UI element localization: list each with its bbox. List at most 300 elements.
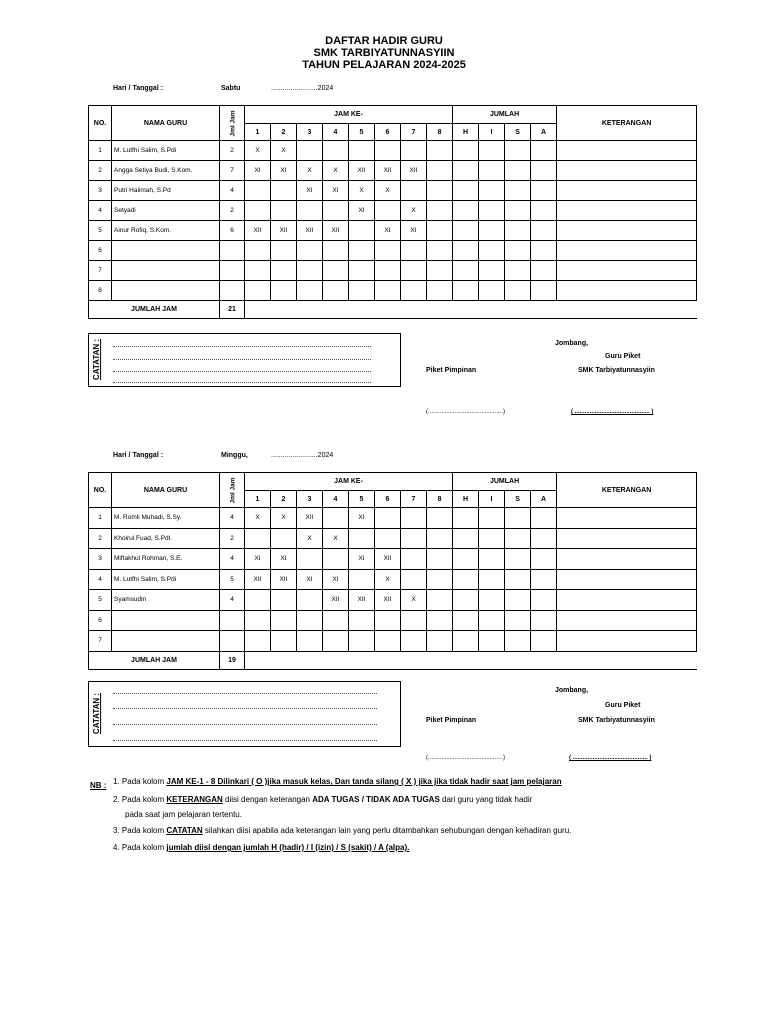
cell-jam-1[interactable]: X: [245, 508, 271, 529]
cell-jam-8[interactable]: [427, 590, 453, 611]
cell-jumlah-1[interactable]: [453, 201, 479, 221]
cell-jam-8[interactable]: [427, 141, 453, 161]
cell-jam-3[interactable]: X: [297, 161, 323, 181]
cell-jam-6[interactable]: XII: [375, 590, 401, 611]
cell-jumlah-2[interactable]: [479, 161, 505, 181]
cell-jam-5[interactable]: XI: [349, 201, 375, 221]
cell-jam-8[interactable]: [427, 221, 453, 241]
cell-jam-3[interactable]: [297, 201, 323, 221]
cell-jumlah-3[interactable]: [505, 261, 531, 281]
cell-jam-8[interactable]: [427, 181, 453, 201]
cell-no: 5: [89, 221, 112, 241]
cell-jam-3[interactable]: [297, 141, 323, 161]
cell-jam-8[interactable]: [427, 610, 453, 631]
col-header-nama: NAMA GURU: [112, 473, 220, 508]
cell-jam-8[interactable]: [427, 201, 453, 221]
col-header-keterangan: KETERANGAN: [557, 106, 697, 141]
cell-jam-2[interactable]: [271, 528, 297, 549]
cell-jumlah-2[interactable]: [479, 569, 505, 590]
cell-jam-4[interactable]: [323, 281, 349, 301]
col-header-jml: [220, 106, 245, 141]
cell-jam-1[interactable]: [245, 241, 271, 261]
note-3-num: 3.: [113, 826, 120, 835]
cell-jam-8[interactable]: [427, 281, 453, 301]
cell-jumlah-1[interactable]: [453, 281, 479, 301]
note-2-cont: pada saat jam pelajaran tertentu.: [125, 810, 242, 819]
cell-jumlah-3[interactable]: [505, 221, 531, 241]
cell-jml-jam[interactable]: 4: [220, 590, 245, 611]
cell-jumlah-3[interactable]: [505, 508, 531, 529]
total-value: 19: [220, 651, 245, 669]
cell-jam-5[interactable]: XI: [349, 549, 375, 570]
sign-school-2: SMK Tarbiyatunnasyiin: [578, 717, 655, 724]
cell-jam-1[interactable]: [245, 181, 271, 201]
cell-jam-5[interactable]: [349, 610, 375, 631]
cell-jam-7[interactable]: [401, 508, 427, 529]
cell-jumlah-4[interactable]: [531, 549, 557, 570]
cell-jam-4[interactable]: XI: [323, 181, 349, 201]
col-header-no: NO.: [89, 106, 112, 141]
cell-jumlah-1[interactable]: [453, 221, 479, 241]
cell-nama-guru[interactable]: [112, 281, 220, 301]
cell-jumlah-4[interactable]: [531, 141, 557, 161]
hari-label-2: Hari / Tanggal :: [113, 452, 164, 459]
cell-jam-3[interactable]: X: [297, 528, 323, 549]
cell-jumlah-4[interactable]: [531, 631, 557, 652]
cell-jam-7[interactable]: [401, 549, 427, 570]
cell-jam-3[interactable]: [297, 549, 323, 570]
cell-jml-jam[interactable]: 4: [220, 549, 245, 570]
table-row: [89, 141, 697, 161]
cell-keterangan[interactable]: [557, 631, 697, 652]
col-header-jam: JAM KE-: [245, 106, 453, 124]
cell-jumlah-2[interactable]: [479, 590, 505, 611]
note-2-num: 2.: [113, 795, 120, 804]
cell-jumlah-4[interactable]: [531, 261, 557, 281]
cell-jumlah-2[interactable]: [479, 281, 505, 301]
cell-jumlah-2[interactable]: [479, 241, 505, 261]
cell-jam-3[interactable]: [297, 281, 323, 301]
cell-nama-guru[interactable]: [112, 261, 220, 281]
cell-nama-guru[interactable]: [112, 631, 220, 652]
cell-nama-guru[interactable]: Angga Setiya Budi, S.Kom.: [112, 161, 220, 181]
cell-jam-1[interactable]: XI: [245, 549, 271, 570]
hari-value-1: Sabtu: [221, 85, 241, 92]
cell-jam-4[interactable]: [323, 549, 349, 570]
cell-jam-1[interactable]: [245, 528, 271, 549]
cell-jam-6[interactable]: [375, 281, 401, 301]
cell-no: 1: [89, 508, 112, 529]
cell-jam-6[interactable]: [375, 141, 401, 161]
cell-jam-7[interactable]: [401, 631, 427, 652]
cell-jam-5[interactable]: [349, 241, 375, 261]
cell-jumlah-3[interactable]: [505, 528, 531, 549]
cell-nama-guru[interactable]: M. Romli Muhadi, S.Sy.: [112, 508, 220, 529]
total-empty-cell: [505, 301, 531, 319]
cell-jumlah-2[interactable]: [479, 261, 505, 281]
cell-jumlah-4[interactable]: [531, 610, 557, 631]
cell-jam-7[interactable]: [401, 241, 427, 261]
cell-jam-8[interactable]: [427, 161, 453, 181]
cell-jam-3[interactable]: XII: [297, 508, 323, 529]
cell-jam-7[interactable]: [401, 281, 427, 301]
cell-jumlah-3[interactable]: [505, 631, 531, 652]
cell-no: 7: [89, 261, 112, 281]
cell-nama-guru[interactable]: [112, 610, 220, 631]
cell-jml-jam[interactable]: 4: [220, 508, 245, 529]
cell-jam-5[interactable]: [349, 261, 375, 281]
catatan-line[interactable]: [113, 708, 377, 709]
cell-jam-8[interactable]: [427, 508, 453, 529]
cell-keterangan[interactable]: [557, 181, 697, 201]
catatan-label-1: CATATAN :: [92, 338, 102, 381]
cell-keterangan[interactable]: [557, 569, 697, 590]
table-row: [89, 528, 697, 549]
cell-jumlah-4[interactable]: [531, 569, 557, 590]
cell-jml-jam[interactable]: 2: [220, 201, 245, 221]
note-2-bold-b: ADA TUGAS / TIDAK ADA TUGAS: [312, 795, 440, 804]
table-row: [89, 181, 697, 201]
cell-jam-1[interactable]: XII: [245, 569, 271, 590]
cell-keterangan[interactable]: [557, 141, 697, 161]
note-3-text: Pada kolom: [121, 826, 167, 835]
sign-line-right-1: ( ............................................. ): [571, 409, 654, 415]
cell-no: 8: [89, 281, 112, 301]
cell-jumlah-2[interactable]: [479, 610, 505, 631]
col-header-jam-4: 4: [323, 491, 349, 508]
cell-jam-7[interactable]: [401, 261, 427, 281]
cell-nama-guru[interactable]: Khoirul Fuad, S.PdI.: [112, 528, 220, 549]
cell-jml-jam[interactable]: 7: [220, 161, 245, 181]
nb-label: NB :: [90, 781, 107, 790]
cell-keterangan[interactable]: [557, 281, 697, 301]
cell-jam-7[interactable]: XII: [401, 161, 427, 181]
cell-jam-2[interactable]: [271, 281, 297, 301]
cell-keterangan[interactable]: [557, 528, 697, 549]
cell-jam-1[interactable]: [245, 261, 271, 281]
cell-jumlah-4[interactable]: [531, 221, 557, 241]
cell-keterangan[interactable]: [557, 590, 697, 611]
total-empty-cell: [479, 301, 505, 319]
cell-jam-5[interactable]: [349, 569, 375, 590]
cell-jam-7[interactable]: [401, 569, 427, 590]
cell-jam-8[interactable]: [427, 549, 453, 570]
cell-jam-3[interactable]: [297, 610, 323, 631]
cell-jumlah-3[interactable]: [505, 590, 531, 611]
cell-jam-6[interactable]: XII: [375, 549, 401, 570]
cell-jam-5[interactable]: [349, 528, 375, 549]
cell-jumlah-2[interactable]: [479, 201, 505, 221]
cell-nama-guru[interactable]: Syamsudin: [112, 590, 220, 611]
cell-nama-guru[interactable]: Putri Halimah, S.Pd: [112, 181, 220, 201]
cell-jam-3[interactable]: [297, 241, 323, 261]
cell-jam-6[interactable]: [375, 261, 401, 281]
cell-jam-1[interactable]: [245, 610, 271, 631]
cell-jam-1[interactable]: XI: [245, 161, 271, 181]
cell-jumlah-1[interactable]: [453, 261, 479, 281]
cell-jam-7[interactable]: [401, 610, 427, 631]
total-empty-cell: [349, 301, 375, 319]
cell-jam-6[interactable]: [375, 610, 401, 631]
cell-jam-3[interactable]: XII: [297, 221, 323, 241]
cell-jumlah-2[interactable]: [479, 528, 505, 549]
note-4-text: Pada kolom: [121, 843, 167, 852]
cell-jam-2[interactable]: [271, 590, 297, 611]
cell-jumlah-4[interactable]: [531, 201, 557, 221]
col-header-jumlah-1: H: [453, 124, 479, 141]
cell-jam-4[interactable]: XII: [323, 590, 349, 611]
cell-jumlah-4[interactable]: [531, 590, 557, 611]
cell-jam-5[interactable]: XI: [349, 508, 375, 529]
col-header-jumlah-2: I: [479, 124, 505, 141]
note-3-bold: CATATAN: [166, 826, 203, 835]
cell-jumlah-4[interactable]: [531, 281, 557, 301]
cell-jml-jam[interactable]: [220, 631, 245, 652]
cell-jumlah-2[interactable]: [479, 221, 505, 241]
cell-jml-jam[interactable]: 4: [220, 181, 245, 201]
cell-jam-4[interactable]: X: [323, 161, 349, 181]
catatan-line[interactable]: [113, 346, 371, 347]
cell-jam-4[interactable]: [323, 241, 349, 261]
cell-jam-3[interactable]: XI: [297, 569, 323, 590]
cell-jam-8[interactable]: [427, 241, 453, 261]
cell-jumlah-2[interactable]: [479, 508, 505, 529]
cell-jam-1[interactable]: [245, 590, 271, 611]
cell-no: 1: [89, 141, 112, 161]
cell-jam-1[interactable]: [245, 281, 271, 301]
cell-nama-guru[interactable]: Ainur Rofiq, S.Kom.: [112, 221, 220, 241]
cell-keterangan[interactable]: [557, 201, 697, 221]
cell-jumlah-3[interactable]: [505, 201, 531, 221]
cell-jumlah-3[interactable]: [505, 161, 531, 181]
total-empty-cell: [271, 651, 297, 669]
cell-jumlah-1[interactable]: [453, 161, 479, 181]
cell-jam-6[interactable]: [375, 631, 401, 652]
cell-jumlah-3[interactable]: [505, 610, 531, 631]
cell-nama-guru[interactable]: M. Lutfhi Salim, S.Pdi: [112, 569, 220, 590]
col-header-keterangan: KETERANGAN: [557, 473, 697, 508]
cell-jam-6[interactable]: X: [375, 569, 401, 590]
cell-jam-8[interactable]: [427, 631, 453, 652]
cell-jam-5[interactable]: XII: [349, 590, 375, 611]
cell-jam-2[interactable]: [271, 261, 297, 281]
cell-no: 4: [89, 201, 112, 221]
catatan-line[interactable]: [113, 740, 377, 741]
cell-keterangan[interactable]: [557, 221, 697, 241]
catatan-line[interactable]: [113, 359, 371, 360]
cell-jml-jam[interactable]: 5: [220, 569, 245, 590]
cell-keterangan[interactable]: [557, 508, 697, 529]
cell-jam-5[interactable]: X: [349, 181, 375, 201]
col-header-jam: JAM KE-: [245, 473, 453, 491]
cell-jam-2[interactable]: [271, 241, 297, 261]
col-header-jumlah-3: S: [505, 491, 531, 508]
cell-nama-guru[interactable]: M. Lutfhi Salim, S.Pdi: [112, 141, 220, 161]
cell-jam-4[interactable]: X: [323, 528, 349, 549]
cell-jumlah-4[interactable]: [531, 528, 557, 549]
col-header-nama: NAMA GURU: [112, 106, 220, 141]
cell-jam-8[interactable]: [427, 261, 453, 281]
date-value-2: ........................2024: [271, 452, 334, 459]
cell-jam-2[interactable]: X: [271, 141, 297, 161]
cell-jam-6[interactable]: X: [375, 181, 401, 201]
cell-jam-6[interactable]: [375, 528, 401, 549]
date-value-1: ........................2024: [271, 85, 334, 92]
catatan-line[interactable]: [113, 382, 371, 383]
cell-jumlah-2[interactable]: [479, 141, 505, 161]
cell-jam-3[interactable]: XI: [297, 181, 323, 201]
cell-jam-2[interactable]: XII: [271, 569, 297, 590]
cell-jml-jam[interactable]: 2: [220, 141, 245, 161]
cell-keterangan[interactable]: [557, 610, 697, 631]
cell-jam-2[interactable]: [271, 610, 297, 631]
sign-piket-1: Piket Pimpinan: [426, 367, 477, 374]
cell-keterangan[interactable]: [557, 261, 697, 281]
cell-no: 3: [89, 549, 112, 570]
cell-jumlah-1[interactable]: [453, 241, 479, 261]
cell-jam-5[interactable]: [349, 631, 375, 652]
cell-jam-4[interactable]: [323, 141, 349, 161]
cell-jam-2[interactable]: XI: [271, 549, 297, 570]
note-1-num: 1.: [113, 777, 120, 786]
col-header-jumlah-4: A: [531, 491, 557, 508]
col-header-jam-6: 6: [375, 491, 401, 508]
cell-jam-5[interactable]: [349, 281, 375, 301]
cell-jam-4[interactable]: [323, 631, 349, 652]
table-row: [89, 241, 697, 261]
cell-nama-guru[interactable]: [112, 241, 220, 261]
cell-jam-8[interactable]: [427, 528, 453, 549]
cell-jam-3[interactable]: [297, 590, 323, 611]
cell-jam-5[interactable]: [349, 221, 375, 241]
cell-jumlah-4[interactable]: [531, 181, 557, 201]
cell-jam-2[interactable]: [271, 201, 297, 221]
cell-jumlah-2[interactable]: [479, 631, 505, 652]
cell-jumlah-1[interactable]: [453, 528, 479, 549]
col-header-jam-2: 2: [271, 491, 297, 508]
cell-jml-jam[interactable]: 6: [220, 221, 245, 241]
cell-jumlah-3[interactable]: [505, 281, 531, 301]
total-empty-cell: [271, 301, 297, 319]
cell-jam-4[interactable]: XI: [323, 569, 349, 590]
sign-line-left-2: (.............................................): [426, 755, 506, 761]
cell-jam-7[interactable]: X: [401, 201, 427, 221]
cell-jumlah-1[interactable]: [453, 631, 479, 652]
cell-jumlah-1[interactable]: [453, 141, 479, 161]
col-header-jam-4: 4: [323, 124, 349, 141]
cell-jam-3[interactable]: [297, 261, 323, 281]
cell-jumlah-4[interactable]: [531, 241, 557, 261]
cell-jam-7[interactable]: XI: [401, 221, 427, 241]
cell-jam-4[interactable]: XII: [323, 221, 349, 241]
total-empty-cell: [375, 301, 401, 319]
col-header-jml-label: Jml Jam: [229, 109, 237, 137]
cell-jumlah-4[interactable]: [531, 508, 557, 529]
cell-jumlah-1[interactable]: [453, 549, 479, 570]
cell-jml-jam[interactable]: [220, 241, 245, 261]
total-empty-cell: [245, 651, 271, 669]
total-empty-cell: [427, 301, 453, 319]
cell-no: 6: [89, 241, 112, 261]
catatan-box-1: [88, 333, 401, 387]
cell-jam-8[interactable]: [427, 569, 453, 590]
cell-jam-3[interactable]: [297, 631, 323, 652]
cell-jam-6[interactable]: XII: [375, 161, 401, 181]
cell-jumlah-2[interactable]: [479, 549, 505, 570]
table-row: [89, 201, 697, 221]
total-empty-cell: [557, 301, 697, 319]
cell-jumlah-3[interactable]: [505, 241, 531, 261]
catatan-line[interactable]: [113, 371, 371, 372]
cell-jam-7[interactable]: [401, 181, 427, 201]
cell-jam-6[interactable]: [375, 508, 401, 529]
cell-jumlah-3[interactable]: [505, 569, 531, 590]
cell-jam-4[interactable]: [323, 261, 349, 281]
cell-jam-7[interactable]: [401, 141, 427, 161]
cell-jam-6[interactable]: XI: [375, 221, 401, 241]
cell-jumlah-4[interactable]: [531, 161, 557, 181]
col-header-jumlah: JUMLAH: [453, 106, 557, 124]
cell-jumlah-1[interactable]: [453, 508, 479, 529]
cell-keterangan[interactable]: [557, 161, 697, 181]
cell-jam-5[interactable]: [349, 141, 375, 161]
cell-jumlah-3[interactable]: [505, 181, 531, 201]
cell-jam-5[interactable]: XII: [349, 161, 375, 181]
col-header-jumlah-2: I: [479, 491, 505, 508]
cell-keterangan[interactable]: [557, 241, 697, 261]
col-header-jml-label: Jml Jam: [229, 476, 237, 504]
cell-jam-4[interactable]: [323, 508, 349, 529]
cell-jam-7[interactable]: X: [401, 590, 427, 611]
cell-jumlah-3[interactable]: [505, 141, 531, 161]
cell-jam-2[interactable]: XI: [271, 161, 297, 181]
cell-jumlah-1[interactable]: [453, 569, 479, 590]
cell-jam-6[interactable]: [375, 201, 401, 221]
attendance-table-sabtu: [88, 105, 697, 319]
cell-jml-jam[interactable]: [220, 261, 245, 281]
cell-nama-guru[interactable]: Miftakhul Rohman, S.E.: [112, 549, 220, 570]
cell-jam-2[interactable]: X: [271, 508, 297, 529]
cell-jam-2[interactable]: [271, 181, 297, 201]
cell-jam-1[interactable]: X: [245, 141, 271, 161]
catatan-line[interactable]: [113, 693, 377, 694]
cell-jam-7[interactable]: [401, 528, 427, 549]
catatan-line[interactable]: [113, 724, 377, 725]
cell-jam-4[interactable]: [323, 201, 349, 221]
cell-jml-jam[interactable]: [220, 610, 245, 631]
cell-jml-jam[interactable]: [220, 281, 245, 301]
col-header-jam-8: 8: [427, 124, 453, 141]
cell-jam-2[interactable]: XII: [271, 221, 297, 241]
cell-jam-6[interactable]: [375, 241, 401, 261]
cell-jam-1[interactable]: [245, 201, 271, 221]
cell-keterangan[interactable]: [557, 549, 697, 570]
cell-jam-1[interactable]: XII: [245, 221, 271, 241]
cell-jam-1[interactable]: [245, 631, 271, 652]
cell-jumlah-3[interactable]: [505, 549, 531, 570]
cell-jumlah-1[interactable]: [453, 590, 479, 611]
cell-jumlah-1[interactable]: [453, 610, 479, 631]
cell-nama-guru[interactable]: Setyadi: [112, 201, 220, 221]
cell-jumlah-2[interactable]: [479, 181, 505, 201]
cell-jumlah-1[interactable]: [453, 181, 479, 201]
total-empty-cell: [245, 301, 271, 319]
col-header-jam-1: 1: [245, 491, 271, 508]
note-4-bold: jumlah diisi dengan jumlah H (hadir) / I (izin) / S (sakit) / A (alpa).: [166, 843, 410, 852]
cell-jam-2[interactable]: [271, 631, 297, 652]
cell-jam-4[interactable]: [323, 610, 349, 631]
cell-jml-jam[interactable]: 2: [220, 528, 245, 549]
